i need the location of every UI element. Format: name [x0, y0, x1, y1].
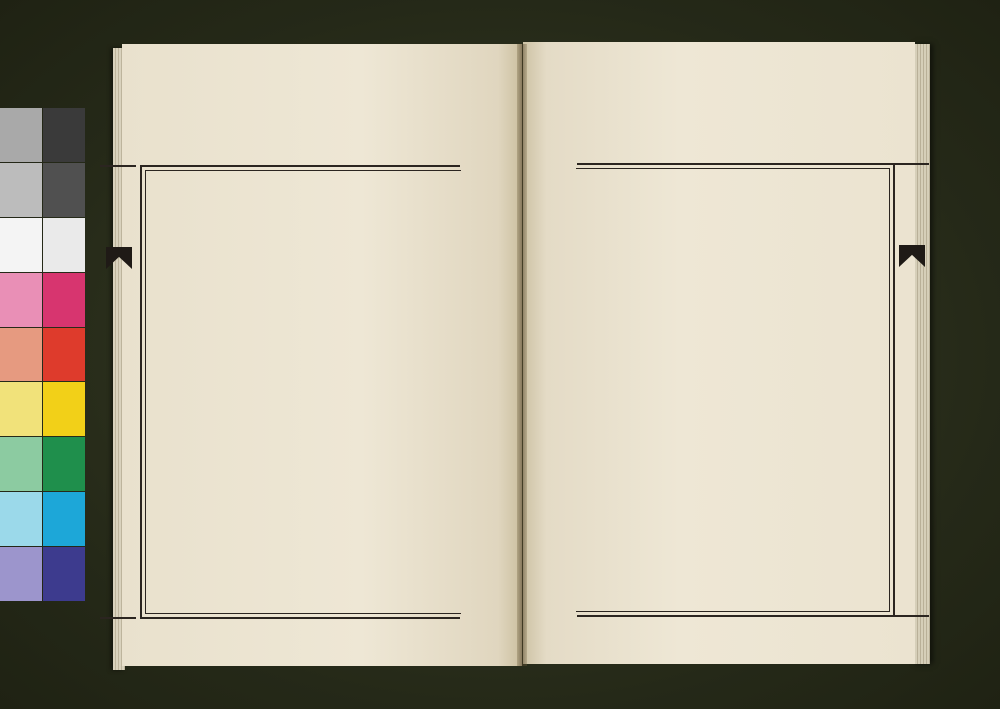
- right-center-margin: [893, 163, 929, 617]
- gyobi-mark-icon: [899, 245, 925, 267]
- color-patch: [0, 382, 42, 436]
- right-text-frame: [577, 163, 895, 617]
- color-patch: [0, 437, 42, 491]
- color-patch: [0, 108, 42, 162]
- gyobi-mark-icon: [106, 247, 132, 269]
- book-gutter: [517, 44, 527, 666]
- color-patch: [0, 547, 42, 601]
- color-calibration-strip: [0, 108, 86, 602]
- color-patch: [0, 163, 42, 217]
- color-patch: [43, 163, 85, 217]
- color-patch: [43, 328, 85, 382]
- color-patch: [43, 218, 85, 272]
- color-patch: [0, 218, 42, 272]
- color-patch: [43, 108, 85, 162]
- color-patch: [0, 328, 42, 382]
- left-center-margin: [100, 165, 136, 619]
- color-patch: [43, 492, 85, 546]
- color-patch: [43, 437, 85, 491]
- color-patch: [43, 273, 85, 327]
- color-patch: [43, 547, 85, 601]
- color-patch: [0, 273, 42, 327]
- color-patch: [0, 492, 42, 546]
- color-patch: [43, 382, 85, 436]
- left-text-frame: [140, 165, 460, 619]
